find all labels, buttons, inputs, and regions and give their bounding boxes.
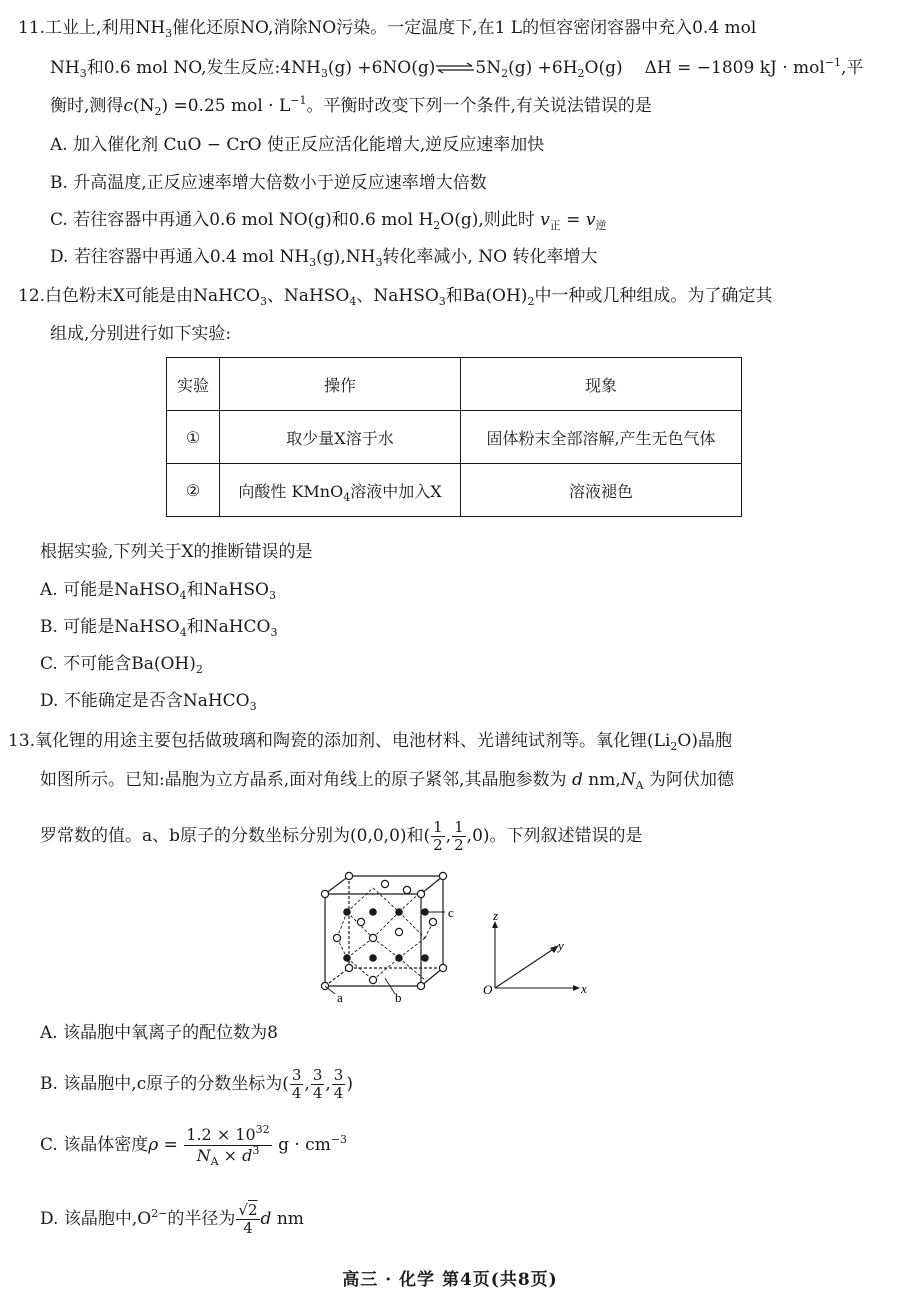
table-cell: 固体粉末全部溶解,产生无色气体	[461, 411, 742, 464]
radius-fraction: $\frac{√2}{4}$	[238, 1201, 258, 1237]
table-cell: 向酸性 KMnO$_4$溶液中加入X	[220, 464, 461, 517]
table-header-cell: 操作	[220, 358, 461, 411]
label-a: a	[337, 990, 343, 1005]
q13-number: 13.	[8, 731, 36, 751]
q12-line-2: 组成,分别进行如下实验:	[50, 324, 232, 344]
q13-line-2: 如图所示。已知:晶胞为立方晶系,面对角线上的原子紧邻,其晶胞参数为 d $nm,N_A$ 为阿伏加德	[40, 770, 734, 792]
q12-number: 12.	[18, 286, 46, 306]
q12-line-3: 根据实验,下列关于X的推断错误的是	[40, 542, 313, 562]
q13-option-a: A. 该晶胞中氧离子的配位数为8	[40, 1023, 278, 1043]
q12-option-d: D. 不能确定是否含NaHCO$_3$	[40, 691, 257, 713]
q12-line-1: 12.白色粉末X可能是由NaHCO$_3$、NaHSO$_4$、NaHSO$_3$和$Ba(OH)_2$中一种或几种组成。为了确定其	[18, 286, 773, 308]
li2o-unit-cell-figure	[315, 868, 595, 1008]
fraction-three-quarters: $\frac{3}{4}$	[312, 1066, 323, 1102]
page-footer: 高三 · 化学 第4页(共8页)	[342, 1270, 558, 1290]
q11-line-3: 衡时,测得$c(N_2) =0.25$ mol · $L^{-1}$。平衡时改变下列一个条件,有关说法错误的是	[50, 94, 652, 118]
q11-line-2: $NH_3$和0.6 mol NO,发生反应$:4NH_3(g) +6NO(g)$ $5N_2(g) +6H_2O(g) \Delta H = -1809$ kJ · mol$^{-1}$,平	[50, 56, 864, 80]
table-header-cell: 现象	[461, 358, 742, 411]
axis-y-label: y	[558, 938, 564, 953]
table-row	[167, 464, 742, 517]
q13-line-3: 罗常数的值。a、b原子的分数坐标分别为(0,0,0)和( $\frac{1}{2}$ , $\frac{1}{2}$ ,0)。下列叙述错误的是	[40, 818, 643, 854]
q12-option-b: B. 可能是NaHSO$_4$和NaHCO$_3$	[40, 617, 278, 639]
q11-option-a: A. 加入催化剂 CuO − CrO 使正反应活化能增大,逆反应速率加快	[50, 135, 545, 155]
table-cell: 溶液褪色	[461, 464, 742, 517]
q11-number: 11.	[18, 18, 46, 38]
q11-option-c: C. 若往容器中再通入0.6 mol NO(g)和0.6 mol $H_2O(g)$,则此时 $v_正 = v_逆$	[50, 210, 607, 232]
density-fraction: $\frac{1.2 \times 10^{32}}{N_A \times d^3}$	[186, 1123, 270, 1168]
q13-line-1: 13.氧化锂的用途主要包括做玻璃和陶瓷的添加剂、电池材料、光谱纯试剂等。氧化锂$(Li_2O)$晶胞	[8, 731, 732, 753]
coordinate-axes	[492, 921, 580, 991]
lithium-atoms	[343, 908, 429, 962]
cube-edges	[325, 876, 443, 986]
q11-option-d: D. 若往容器中再通入0.4 mol $NH_3(g),NH_3$转化率减小, NO 转化率增大	[50, 247, 598, 269]
table-header-cell: 实验	[167, 358, 220, 411]
table-header-row	[167, 358, 742, 411]
experiment-table	[166, 357, 742, 517]
table-cell: ①	[167, 411, 220, 464]
q12-option-a: A. 可能是NaHSO$_4$和NaHSO$_3$	[40, 580, 276, 602]
table-cell: 取少量X溶于水	[220, 411, 461, 464]
axis-x-label: x	[581, 981, 587, 996]
q13-option-c: C. 该晶体密度ρ = $\frac{1.2 \times 10^{32}}{N_A \times d^3}$ $g \cdot cm^{-3}$	[40, 1123, 348, 1168]
q13-option-d: D. 该晶胞中$,O^{2-}$的半径为 $\frac{√2}{4}$ d nm	[40, 1201, 304, 1237]
q13-option-b: B. 该晶胞中,c原子的分数坐标为( $\frac{3}{4}$ , $\frac{3}{4}$ , $\frac{3}{4}$ )	[40, 1066, 353, 1102]
fraction-half: $\frac{1}{2}$	[433, 818, 443, 854]
fraction-three-quarters: $\frac{3}{4}$	[333, 1066, 344, 1102]
q11-option-b: B. 升高温度,正反应速率增大倍数小于逆反应速率增大倍数	[50, 173, 487, 193]
label-c: c	[448, 905, 454, 920]
fraction-half: $\frac{1}{2}$	[454, 818, 464, 854]
axis-z-label: z	[493, 908, 499, 923]
q12-option-c: C. 不可能含$Ba(OH)_2$	[40, 654, 203, 676]
oxide-atoms	[321, 872, 446, 989]
q11-line-1: 11.工业上,利用$NH_3$催化还原NO,消除NO污染。一定温度下,在1 L的恒容密闭容器中充入0.4 mol	[18, 18, 757, 40]
origin-label: O	[483, 982, 493, 997]
table-row	[167, 411, 742, 464]
equilibrium-arrow-icon	[435, 57, 475, 81]
fraction-three-quarters: $\frac{3}{4}$	[291, 1066, 302, 1102]
table-cell: ②	[167, 464, 220, 517]
label-b: b	[395, 990, 402, 1005]
